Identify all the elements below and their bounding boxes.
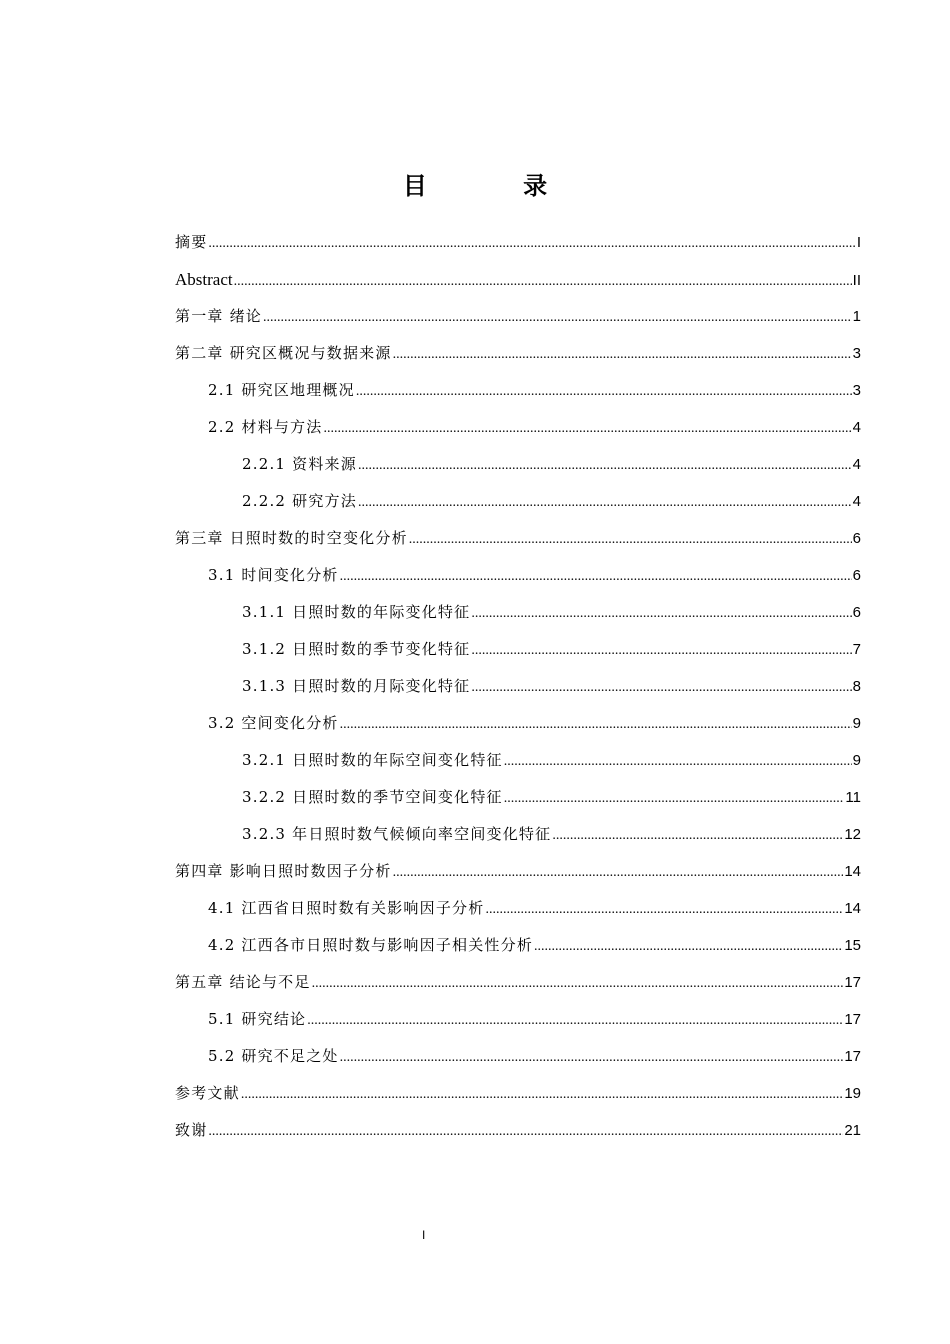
toc-leader-dots	[552, 817, 843, 854]
table-of-contents	[175, 224, 861, 1149]
toc-entry-text: 3.2 空间变化分析	[208, 714, 339, 732]
toc-entry-text: 5.2 研究不足之处	[208, 1047, 339, 1065]
toc-leader-dots	[340, 558, 852, 595]
toc-entry[interactable]	[175, 520, 861, 557]
toc-entry-text: 4.1 江西省日照时数有关影响因子分析	[208, 899, 485, 917]
toc-entry[interactable]	[175, 668, 861, 705]
toc-entry[interactable]	[175, 446, 861, 483]
toc-entry-text: 参考文献	[175, 1084, 240, 1102]
toc-page-number: 12	[844, 826, 861, 843]
toc-entry-text: Abstract	[175, 270, 233, 289]
toc-entry[interactable]	[175, 557, 861, 594]
toc-entry[interactable]	[175, 1001, 861, 1038]
toc-page-number: 19	[844, 1085, 861, 1102]
toc-entry[interactable]	[175, 409, 861, 446]
toc-entry[interactable]	[175, 372, 861, 409]
toc-leader-dots	[307, 1002, 843, 1039]
toc-entry[interactable]	[175, 224, 861, 261]
toc-page-number: 17	[844, 974, 861, 991]
toc-leader-dots	[471, 632, 851, 669]
toc-page-number: 6	[852, 567, 861, 584]
toc-leader-dots	[504, 780, 845, 817]
toc-entry[interactable]	[175, 1075, 861, 1112]
toc-leader-dots	[241, 1076, 844, 1113]
toc-leader-dots	[409, 521, 852, 558]
toc-entry[interactable]	[175, 261, 861, 298]
toc-entry-text: 致谢	[175, 1121, 208, 1139]
toc-page-number: 14	[844, 863, 861, 880]
toc-page-number: 9	[852, 715, 861, 732]
toc-entry[interactable]	[175, 705, 861, 742]
toc-page-number: 3	[852, 382, 861, 399]
toc-leader-dots	[471, 669, 851, 706]
toc-page-number: 11	[845, 789, 861, 806]
toc-entry[interactable]	[175, 631, 861, 668]
toc-entry-text: 第二章 研究区概况与数据来源	[175, 344, 392, 362]
toc-entry[interactable]	[175, 1038, 861, 1075]
toc-page-number: 4	[852, 419, 861, 436]
toc-entry[interactable]	[175, 298, 861, 335]
toc-entry-text: 2.2 材料与方法	[208, 418, 323, 436]
toc-entry[interactable]	[175, 742, 861, 779]
toc-leader-dots	[393, 854, 844, 891]
toc-entry-text: 3.2.3 年日照时数气候倾向率空间变化特征	[242, 825, 552, 843]
toc-entry-text: 摘要	[175, 233, 208, 251]
toc-page-number: II	[852, 272, 861, 289]
toc-leader-dots	[208, 1113, 843, 1150]
toc-page-number: 15	[844, 937, 861, 954]
toc-page-number: 8	[852, 678, 861, 695]
toc-page-number: 6	[852, 604, 861, 621]
toc-leader-dots	[356, 373, 852, 410]
toc-page-number: 21	[844, 1122, 861, 1139]
toc-entry[interactable]	[175, 816, 861, 853]
toc-leader-dots	[358, 484, 852, 521]
toc-page-number: 6	[852, 530, 861, 547]
footer-page-number: I	[422, 1228, 426, 1242]
toc-leader-dots	[485, 891, 843, 928]
toc-entry[interactable]	[175, 890, 861, 927]
toc-leader-dots	[504, 743, 852, 780]
toc-title: 目 录	[402, 172, 592, 200]
toc-leader-dots	[323, 410, 851, 447]
toc-leader-dots	[234, 263, 852, 300]
toc-leader-dots	[263, 299, 852, 336]
toc-entry-text: 第四章 影响日照时数因子分析	[175, 862, 392, 880]
toc-leader-dots	[358, 447, 852, 484]
toc-leader-dots	[208, 225, 855, 262]
toc-entry-text: 第一章 绪论	[175, 307, 262, 325]
toc-entry[interactable]	[175, 779, 861, 816]
toc-entry-text: 2.2.2 研究方法	[242, 492, 357, 510]
toc-leader-dots	[340, 1039, 844, 1076]
toc-entry-text: 3.2.1 日照时数的年际空间变化特征	[242, 751, 503, 769]
toc-leader-dots	[312, 965, 844, 1002]
toc-entry-text: 4.2 江西各市日照时数与影响因子相关性分析	[208, 936, 534, 954]
toc-page-number: 1	[852, 308, 861, 325]
toc-entry[interactable]	[175, 853, 861, 890]
toc-leader-dots	[471, 595, 851, 632]
toc-entry-text: 2.1 研究区地理概况	[208, 381, 355, 399]
toc-page-number: 17	[844, 1011, 861, 1028]
toc-entry[interactable]	[175, 335, 861, 372]
toc-entry-text: 5.1 研究结论	[208, 1010, 307, 1028]
toc-entry[interactable]	[175, 1112, 861, 1149]
toc-entry-text: 3.2.2 日照时数的季节空间变化特征	[242, 788, 503, 806]
toc-page-number: 4	[852, 456, 861, 473]
toc-page-number: 9	[852, 752, 861, 769]
toc-leader-dots	[534, 928, 843, 965]
toc-page-number: I	[856, 234, 861, 251]
toc-entry[interactable]	[175, 483, 861, 520]
toc-entry-text: 第三章 日照时数的时空变化分析	[175, 529, 408, 547]
toc-entry-text: 2.2.1 资料来源	[242, 455, 357, 473]
toc-page-number: 7	[852, 641, 861, 658]
toc-entry-text: 第五章 结论与不足	[175, 973, 311, 991]
toc-page-number: 3	[852, 345, 861, 362]
toc-entry[interactable]	[175, 927, 861, 964]
toc-page-number: 17	[844, 1048, 861, 1065]
toc-page-number: 4	[852, 493, 861, 510]
toc-page-number: 14	[844, 900, 861, 917]
toc-entry-text: 3.1.3 日照时数的月际变化特征	[242, 677, 471, 695]
toc-entry-text: 3.1.1 日照时数的年际变化特征	[242, 603, 471, 621]
toc-entry[interactable]	[175, 964, 861, 1001]
toc-entry-text: 3.1.2 日照时数的季节变化特征	[242, 640, 471, 658]
toc-leader-dots	[393, 336, 852, 373]
toc-entry-text: 3.1 时间变化分析	[208, 566, 339, 584]
toc-entry[interactable]	[175, 594, 861, 631]
toc-leader-dots	[340, 706, 852, 743]
